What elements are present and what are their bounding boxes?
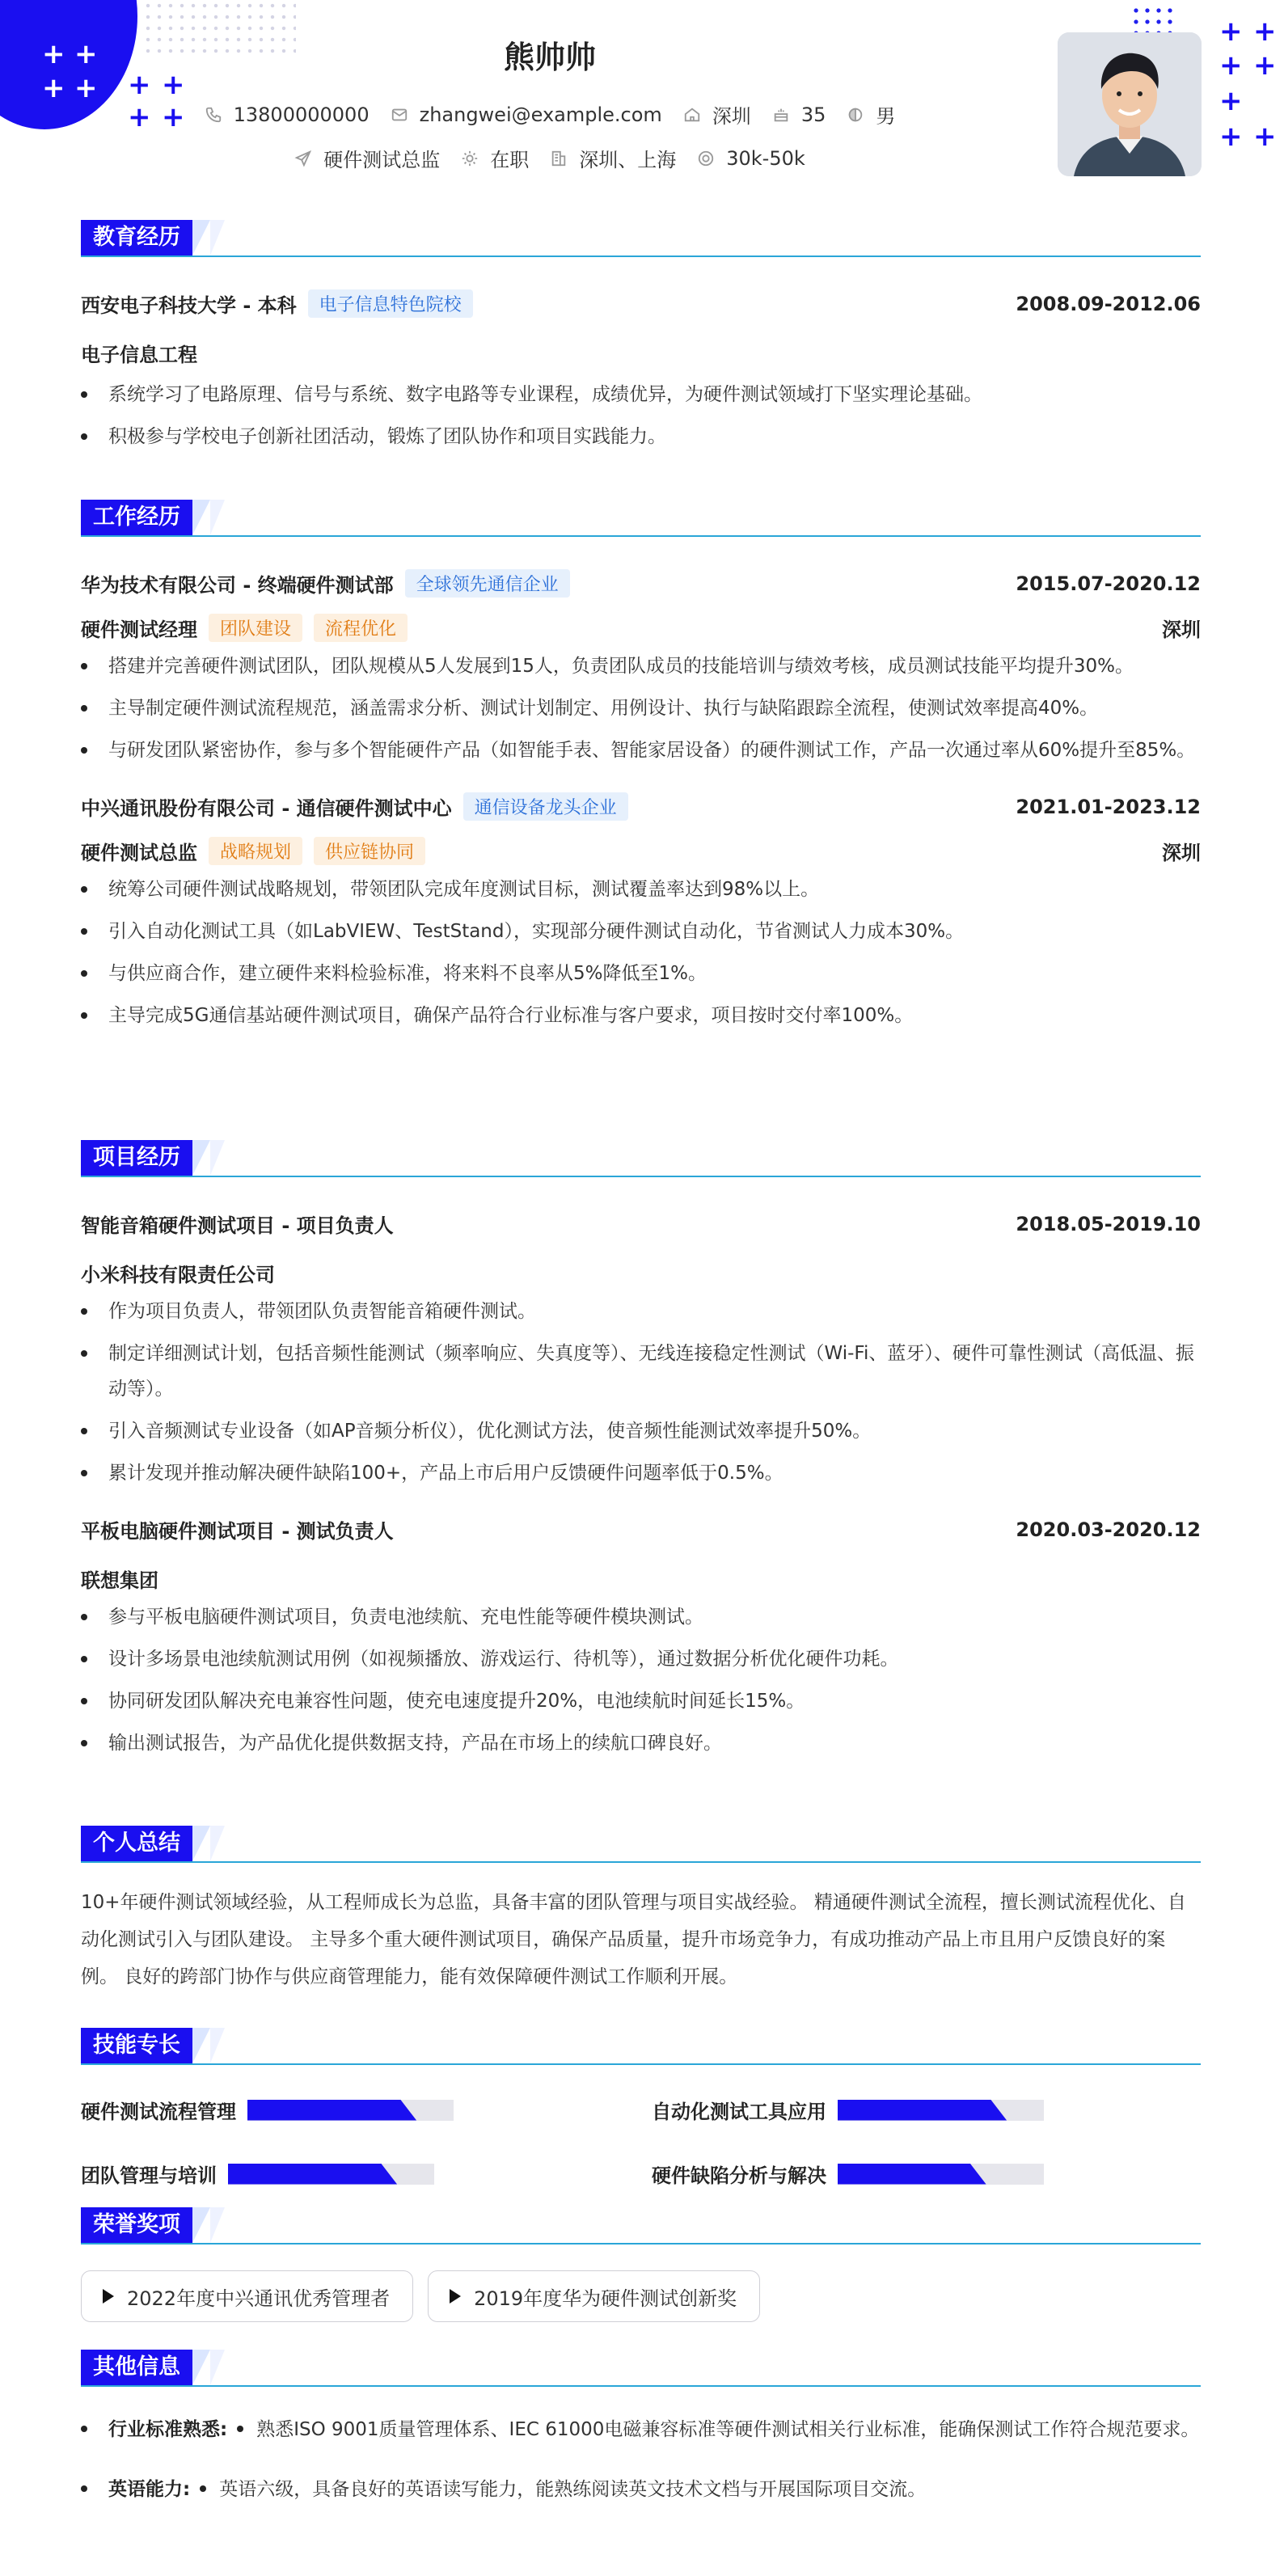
list-item: 系统学习了电路原理、信号与系统、数字电路等专业课程，成绩优异，为硬件测试领域打下坚实理论基础。 — [81, 377, 1201, 412]
summary-section — [81, 1826, 1201, 1995]
city-text: 深圳、上海 — [579, 149, 677, 171]
salary-icon — [697, 150, 715, 167]
contact-row — [0, 100, 1100, 133]
plus-icon: + — [1253, 49, 1277, 82]
plus-icon: + — [1219, 49, 1243, 82]
plus-icon: + — [162, 69, 185, 101]
list-item: 积极参与学校电子创新社团活动，锻炼了团队协作和项目实践能力。 — [81, 419, 1201, 454]
send-icon — [294, 150, 312, 167]
skill-bar — [228, 2164, 434, 2185]
work-city: 深圳 — [1162, 842, 1201, 864]
award-item — [428, 2270, 760, 2322]
awards-section — [81, 2207, 1201, 2322]
company-tag: 通信设备龙头企业 — [463, 792, 628, 821]
plus-icon: + — [128, 69, 151, 101]
list-item: 设计多场景电池续航测试用例（如视频播放、游戏运行、待机等），通过数据分析优化硬件功耗。 — [81, 1641, 1201, 1677]
project-entry-header — [81, 1515, 1201, 1543]
status-info — [461, 144, 529, 172]
salary-text: 30k-50k — [726, 146, 805, 170]
plus-icon: + — [1219, 120, 1243, 153]
age-info — [772, 103, 826, 126]
other-key: 行业标准熟悉: — [108, 2419, 228, 2440]
role-tag: 流程优化 — [314, 614, 408, 642]
intent-row — [0, 144, 1100, 172]
section-title: 项目经历 — [81, 1140, 192, 1176]
home-icon — [683, 106, 701, 124]
section-header — [81, 220, 1201, 257]
plus-icon: + — [1219, 85, 1243, 117]
list-item: 累计发现并推动解决硬件缺陷100+，产品上市后用户反馈硬件问题率低于0.5%。 — [81, 1455, 1201, 1491]
skill-name: 硬件缺陷分析与解决 — [652, 2164, 826, 2187]
work-city: 深圳 — [1162, 619, 1201, 641]
award-text: 2022年度中兴通讯优秀管理者 — [127, 2287, 391, 2310]
list-item: 主导完成5G通信基站硬件测试项目，确保产品符合行业标准与客户要求，项目按时交付率100%。 — [81, 998, 1201, 1033]
role-tag: 团队建设 — [209, 614, 302, 642]
education-section — [81, 220, 1201, 454]
major — [81, 339, 1201, 367]
section-title: 工作经历 — [81, 500, 192, 535]
work-date: 2015.07-2020.12 — [1016, 572, 1201, 595]
education-entry-header — [81, 289, 1201, 318]
other-section — [81, 2350, 1201, 2508]
project-company: 小米科技有限责任公司 — [81, 1264, 275, 1286]
skill-bar — [838, 2164, 1044, 2185]
gender-info — [847, 100, 895, 129]
project-bullets — [81, 1294, 1201, 1491]
plus-icon: + — [128, 101, 151, 133]
work-section — [81, 500, 1201, 1033]
section-title: 荣誉奖项 — [81, 2207, 192, 2243]
other-value: 熟悉ISO 9001质量管理体系、IEC 61000电磁兼容标准等硬件测试相关行业标准，能确保测试工作符合规范要求。 — [227, 2411, 1199, 2448]
status-icon — [461, 150, 479, 167]
skills-section — [81, 2028, 1201, 2188]
work-bullets — [81, 648, 1201, 768]
project-company-row — [81, 1565, 1201, 1593]
candidate-name: 熊帅帅 — [503, 40, 596, 75]
plus-icon: + — [1253, 15, 1277, 48]
work-entry-header — [81, 792, 1201, 821]
skill-name: 团队管理与培训 — [81, 2164, 217, 2187]
skill-name: 自动化测试工具应用 — [652, 2101, 826, 2123]
position-text: 硬件测试总监 — [323, 149, 441, 171]
email-info — [391, 103, 662, 126]
gender-icon — [847, 106, 864, 124]
work-entry-header — [81, 569, 1201, 598]
building-icon — [550, 150, 568, 167]
work-date: 2021.01-2023.12 — [1016, 795, 1201, 818]
skill-bar — [838, 2100, 1044, 2121]
section-header — [81, 1140, 1201, 1177]
project-entry-header — [81, 1210, 1201, 1238]
list-item: 参与平板电脑硬件测试项目，负责电池续航、充电性能等硬件模块测试。 — [81, 1599, 1201, 1635]
status-text: 在职 — [490, 149, 530, 171]
role-name: 硬件测试经理 — [81, 619, 197, 641]
avatar — [1058, 32, 1202, 176]
list-item: 搭建并完善硬件测试团队，团队规模从5人发展到15人，负责团队成员的技能培训与绩效考核，成员测试技能平均提升30%。 — [81, 648, 1201, 684]
section-title: 个人总结 — [81, 1826, 192, 1861]
project-company-row — [81, 1259, 1201, 1287]
project-name: 智能音箱硬件测试项目 - 项目负责人 — [81, 1214, 394, 1237]
list-item: 作为项目负责人，带领团队负责智能音箱硬件测试。 — [81, 1294, 1201, 1329]
plus-icon: + — [1219, 15, 1243, 48]
list-item: 协同研发团队解决充电兼容性问题，使充电速度提升20%，电池续航时间延长15%。 — [81, 1683, 1201, 1719]
section-header — [81, 1826, 1201, 1863]
work-role-row — [81, 614, 1201, 642]
education-bullets — [81, 377, 1201, 454]
skills-grid — [81, 2096, 1201, 2188]
role-name: 硬件测试总监 — [81, 842, 197, 864]
section-header — [81, 2028, 1201, 2065]
project-date: 2020.03-2020.12 — [1016, 1518, 1201, 1541]
salary-info — [697, 147, 805, 170]
section-header — [81, 2207, 1201, 2244]
work-role-row — [81, 837, 1201, 865]
project-date: 2018.05-2019.10 — [1016, 1212, 1201, 1235]
list-item: 统筹公司硬件测试战略规划，带领团队完成年度测试目标，测试覆盖率达到98%以上。 — [81, 872, 1201, 907]
location-info — [683, 100, 751, 129]
other-value: 英语六级，具备良好的英语读写能力，能熟练阅读英文技术文档与开展国际项目交流。 — [190, 2471, 926, 2508]
gender-text: 男 — [876, 105, 896, 128]
skill-item — [652, 2096, 1201, 2124]
list-item: 引入音频测试专业设备（如AP音频分析仪），优化测试方法，使音频性能测试效率提升50%。 — [81, 1413, 1201, 1449]
plus-icon: + — [42, 72, 65, 104]
skill-item — [81, 2096, 652, 2124]
list-item: 制定详细测试计划，包括音频性能测试（频率响应、失真度等）、无线连接稳定性测试（Wi-Fi、蓝牙）、硬件可靠性测试（高低温、振动等）。 — [81, 1336, 1201, 1407]
role-tag: 战略规划 — [209, 837, 302, 865]
plus-icon: + — [74, 38, 98, 70]
plus-icon: + — [162, 101, 185, 133]
dot-grid-decoration — [1130, 5, 1179, 32]
school-tag: 电子信息特色院校 — [308, 289, 473, 318]
phone-info — [205, 103, 370, 126]
city-info — [550, 144, 676, 172]
location-text: 深圳 — [712, 105, 751, 128]
skill-name: 硬件测试流程管理 — [81, 2101, 236, 2123]
skill-item — [652, 2160, 1201, 2188]
other-item — [81, 2471, 1201, 2508]
skill-bar-fill — [838, 2164, 986, 2185]
education-date: 2008.09-2012.06 — [1016, 292, 1201, 315]
email-text: zhangwei@example.com — [419, 103, 662, 126]
award-item — [81, 2270, 413, 2322]
project-bullets — [81, 1599, 1201, 1761]
email-icon — [391, 106, 408, 124]
skill-bar — [247, 2100, 454, 2121]
major-name: 电子信息工程 — [81, 344, 197, 366]
skill-bar-fill — [247, 2100, 416, 2121]
age-text: 35 — [800, 103, 826, 126]
skill-item — [81, 2160, 652, 2188]
company-tag: 全球领先通信企业 — [405, 569, 570, 598]
company-name: 华为技术有限公司 - 终端硬件测试部 — [81, 574, 394, 597]
play-icon — [450, 2289, 461, 2304]
list-item: 与供应商合作，建立硬件来料检验标准，将来料不良率从5%降低至1%。 — [81, 956, 1201, 991]
section-header — [81, 2350, 1201, 2387]
position-info — [294, 144, 440, 172]
section-title: 技能专长 — [81, 2028, 192, 2063]
summary-text: 10+年硬件测试领域经验，从工程师成长为总监，具备丰富的团队管理与项目实战经验。 精通硬件测试全流程，擅长测试流程优化、自动化测试引入与团队建设。 主导多个重大硬件测试项目，确保产品质量，提升市场竞争力，有成功推动产品上市且用户反馈良好的案例。 良好的跨部门协作与供应商管理能力，能有效保障硬件测试工作顺利开展。 — [81, 1892, 1186, 1987]
list-item: 引入自动化测试工具（如LabVIEW、TestStand），实现部分硬件测试自动化，节省测试人力成本30%。 — [81, 914, 1201, 949]
phone-icon — [205, 106, 222, 124]
skill-bar-fill — [838, 2100, 1007, 2121]
awards-list — [81, 2270, 1201, 2322]
play-icon — [103, 2289, 114, 2304]
plus-icon: + — [74, 72, 98, 104]
role-tag: 供应链协同 — [314, 837, 425, 865]
section-header — [81, 500, 1201, 537]
section-title: 教育经历 — [81, 220, 192, 255]
cake-icon — [772, 106, 790, 124]
section-title: 其他信息 — [81, 2350, 192, 2385]
work-bullets — [81, 872, 1201, 1033]
award-text: 2019年度华为硬件测试创新奖 — [474, 2287, 737, 2310]
plus-icon: + — [1253, 120, 1277, 153]
project-company: 联想集团 — [81, 1569, 158, 1592]
projects-section — [81, 1140, 1201, 1761]
plus-icon: + — [42, 38, 65, 70]
school-name: 西安电子科技大学 - 本科 — [81, 294, 297, 317]
other-key: 英语能力: — [108, 2479, 191, 2500]
other-item — [81, 2411, 1201, 2448]
company-name: 中兴通讯股份有限公司 - 通信硬件测试中心 — [81, 797, 452, 820]
project-name: 平板电脑硬件测试项目 - 测试负责人 — [81, 1520, 394, 1543]
phone-text: 13800000000 — [233, 103, 370, 126]
list-item: 输出测试报告，为产品优化提供数据支持，产品在市场上的续航口碑良好。 — [81, 1725, 1201, 1761]
list-item: 主导制定硬件测试流程规范，涵盖需求分析、测试计划制定、用例设计、执行与缺陷跟踪全流程，使测试效率提高40%。 — [81, 690, 1201, 726]
skill-bar-fill — [228, 2164, 397, 2185]
list-item: 与研发团队紧密协作，参与多个智能硬件产品（如智能手表、智能家居设备）的硬件测试工作，产品一次通过率从60%提升至85%。 — [81, 733, 1201, 768]
